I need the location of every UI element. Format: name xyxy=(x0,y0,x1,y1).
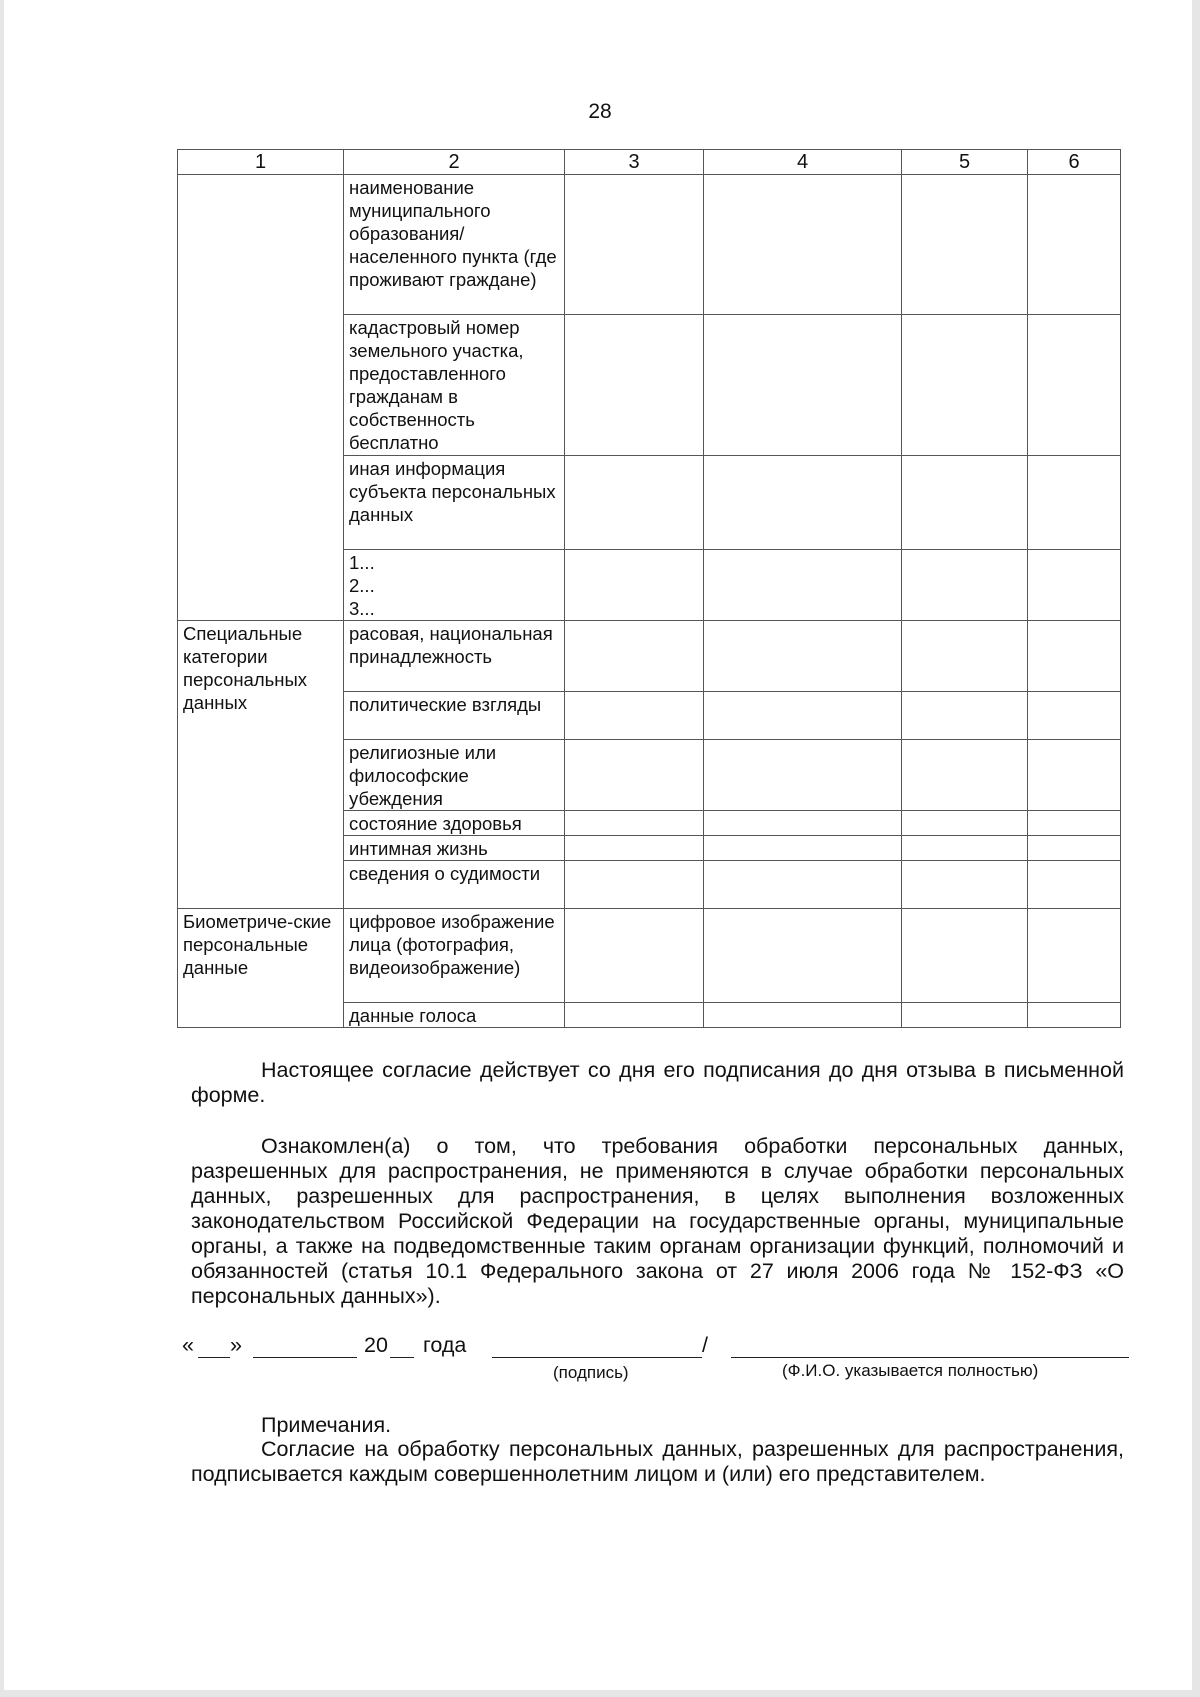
date-open-quote: « xyxy=(182,1333,194,1357)
signature-caption: (подпись) xyxy=(553,1363,629,1382)
data-item-cell: данные голоса xyxy=(344,1003,565,1028)
column-header: 4 xyxy=(704,150,902,175)
table-row xyxy=(178,909,1121,1003)
date-close-quote: » xyxy=(230,1333,242,1357)
validity-paragraph: Настоящее согласие действует со дня его подписания до дня отзыва в письменной форме. xyxy=(191,1058,1124,1107)
column-header: 6 xyxy=(1028,150,1121,175)
notes-title: Примечания. xyxy=(261,1413,392,1437)
column-header: 2 xyxy=(344,150,565,175)
day-blank xyxy=(198,1357,230,1358)
category-cell: Биометриче-ские персональные данные xyxy=(178,909,344,1028)
full-name-caption: (Ф.И.О. указывается полностью) xyxy=(782,1361,1039,1380)
category-cell: Специальные категории персональных данных xyxy=(178,621,344,909)
year-prefix: 20 xyxy=(364,1333,388,1357)
data-item-cell: сведения о судимости xyxy=(344,861,565,909)
table-row xyxy=(178,621,1121,692)
column-header: 5 xyxy=(902,150,1028,175)
data-item-cell: цифровое изображение лица (фотография, видеоизображение) xyxy=(344,909,565,1003)
data-item-cell: интимная жизнь xyxy=(344,836,565,861)
page-number: 28 xyxy=(588,100,612,123)
data-item-cell: наименование муниципального образования/ населенного пункта (где проживают граждане) xyxy=(344,175,565,315)
table-row xyxy=(178,175,1121,315)
year-blank xyxy=(390,1357,414,1358)
category-cell xyxy=(178,175,344,621)
acknowledgment-paragraph: Ознакомлен(а) о том, что требования обработки персональных данных, разрешенных для распространения, не применяются в случае обработки персональных данных, разрешенных для распространения, в целях выполнения возложенных законодательством Российской Федерации на государственные органы, муниципальные органы, а также на подведомственные таким органам организации функций, полномочий и обязанностей (статья 10.1 Федерального закона от 27 июля 2006 года № 152-ФЗ «О персональных данных»). xyxy=(191,1134,1124,1308)
column-header: 1 xyxy=(178,150,344,175)
data-item-cell: кадастровый номер земельного участка, предоставленного гражданам в собственность бесплатно xyxy=(344,315,565,456)
data-item-cell: расовая, национальная принадлежность xyxy=(344,621,565,692)
table-header-row xyxy=(178,150,1121,175)
signature-slash: / xyxy=(702,1333,708,1357)
data-item-cell: состояние здоровья xyxy=(344,811,565,836)
data-item-cell: иная информация субъекта персональных данных xyxy=(344,456,565,550)
signature-blank xyxy=(492,1357,702,1358)
column-header: 3 xyxy=(565,150,704,175)
data-item-cell: 1... 2... 3... xyxy=(344,550,565,621)
notes-text: Согласие на обработку персональных данных, разрешенных для распространения, подписывается каждым совершеннолетним лицом и (или) его представителем. xyxy=(191,1437,1124,1486)
full-name-blank xyxy=(731,1357,1129,1358)
data-item-cell: религиозные или философские убеждения xyxy=(344,740,565,811)
personal-data-table xyxy=(177,149,1121,1028)
data-item-cell: политические взгляды xyxy=(344,692,565,740)
year-word: года xyxy=(423,1333,467,1357)
month-blank xyxy=(253,1357,357,1358)
